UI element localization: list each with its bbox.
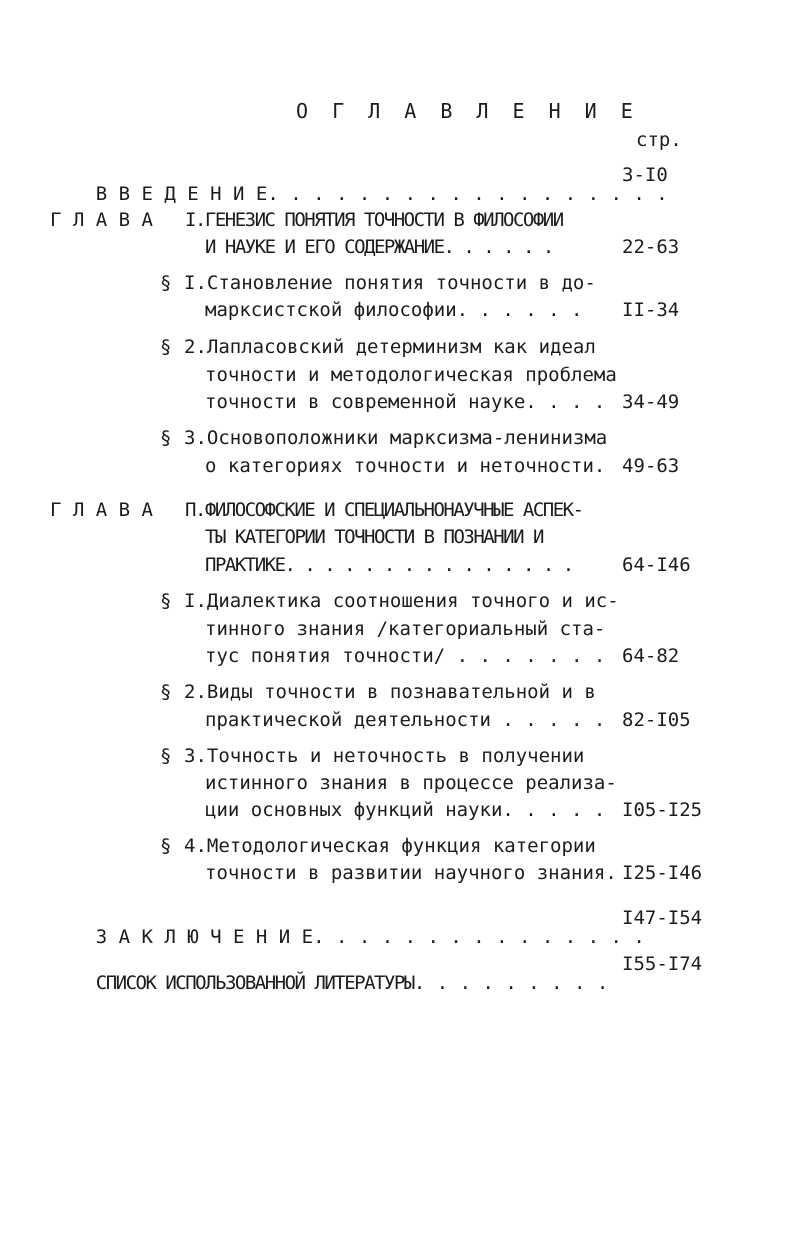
chapter-1-title-line-1: I.ГЕНЕЗИС ПОНЯТИЯ ТОЧНОСТИ В ФИЛОСОФИИ [185,209,563,231]
conclusion-dots: . . . . . . . . . . . . . . . [313,926,645,948]
ch1-s1-page: II-34 [622,299,680,321]
chapter-2-title-line-1: П.ФИЛОСОФСКИЕ И СПЕЦИАЛЬНОНАУЧНЫЕ АСПЕК- [185,499,583,521]
intro-dots: . . . . . . . . . . . . . . . . . . [267,183,668,205]
section-mark: § [160,427,172,449]
ch2-s2-line-2: практической деятельности . . . . . [205,709,606,731]
ch2-s1-line-3: тус понятия точности/ . . . . . . . [205,645,606,667]
ch2-s4-line-2: точности в развитии научного знания. [205,862,617,884]
ch1-s2-page: 34-49 [622,391,680,413]
conclusion-page: I47-I54 [622,907,703,929]
ch2-s3-line-3: ции основных функций науки. . . . . [205,799,606,821]
intro-label: В В Е Д Е Н И Е [95,183,268,205]
section-mark: § [160,272,172,294]
ch2-s3-line-2: истинного знания в процессе реализа- [205,772,617,794]
intro-page: 3-I0 [622,164,668,186]
section-mark: § [160,590,172,612]
literature-label: СПИСОК ИСПОЛЬЗОВАННОЙ ЛИТЕРАТУРЫ [95,972,414,994]
ch2-s2-line-1: 2.Виды точности в познавательной и в [184,681,596,703]
chapter-2-page: 64-I46 [622,554,691,576]
ch1-s2-line-1: 2.Лапласовский детерминизм как идеал [184,336,596,358]
ch1-s3-line-1: 3.Основоположники марксизма-ленинизма [184,427,608,449]
section-mark: § [160,681,172,703]
ch1-s3-line-2: о категориях точности и неточности. [205,455,606,477]
literature-dots: . . . . . . . . . [413,972,609,994]
conclusion-label: З А К Л Ю Ч Е Н И Е [95,926,314,948]
ch2-s1-line-2: тинного знания /категориальный ста- [205,618,606,640]
page-title: О Г Л А В Л Е Н И Е [296,99,639,123]
ch2-s4-page: I25-I46 [622,862,703,884]
ch2-s4-line-1: 4.Методологическая функция категории [184,835,596,857]
chapter-1-page: 22-63 [622,236,680,258]
ch2-s1-page: 64-82 [622,645,680,667]
chapter-1-title-line-2: И НАУКЕ И ЕГО СОДЕРЖАНИЕ. . . . . . [205,236,553,258]
section-mark: § [160,835,172,857]
section-mark: § [160,336,172,358]
ch2-s1-line-1: I.Диалектика соотношения точного и ис- [184,590,619,612]
ch1-s1-line-1: I.Становление понятия точности в до- [184,272,596,294]
ch2-s3-line-1: 3.Точность и неточность в получении [184,745,585,767]
ch1-s2-line-3: точности в современной науке. . . . [205,391,606,413]
chapter-2-label: Г Л А В А [50,499,153,521]
ch1-s1-line-2: марксистской философии. . . . . . [205,299,583,321]
page-column-label: стр. [636,129,682,151]
literature-page: I55-I74 [622,953,703,975]
chapter-2-title-line-3: ПРАКТИКЕ. . . . . . . . . . . . . . . [205,554,573,576]
chapter-2-title-line-2: ТЫ КАТЕГОРИИ ТОЧНОСТИ В ПОЗНАНИИ И [205,526,543,548]
ch1-s3-page: 49-63 [622,455,680,477]
ch1-s2-line-2: точности и методологическая проблема [205,364,617,386]
toc-entry-literature [50,955,608,1012]
section-mark: § [160,745,172,767]
ch2-s3-page: I05-I25 [622,799,703,821]
chapter-1-label: Г Л А В А [50,209,153,231]
ch2-s2-page: 82-I05 [622,709,691,731]
